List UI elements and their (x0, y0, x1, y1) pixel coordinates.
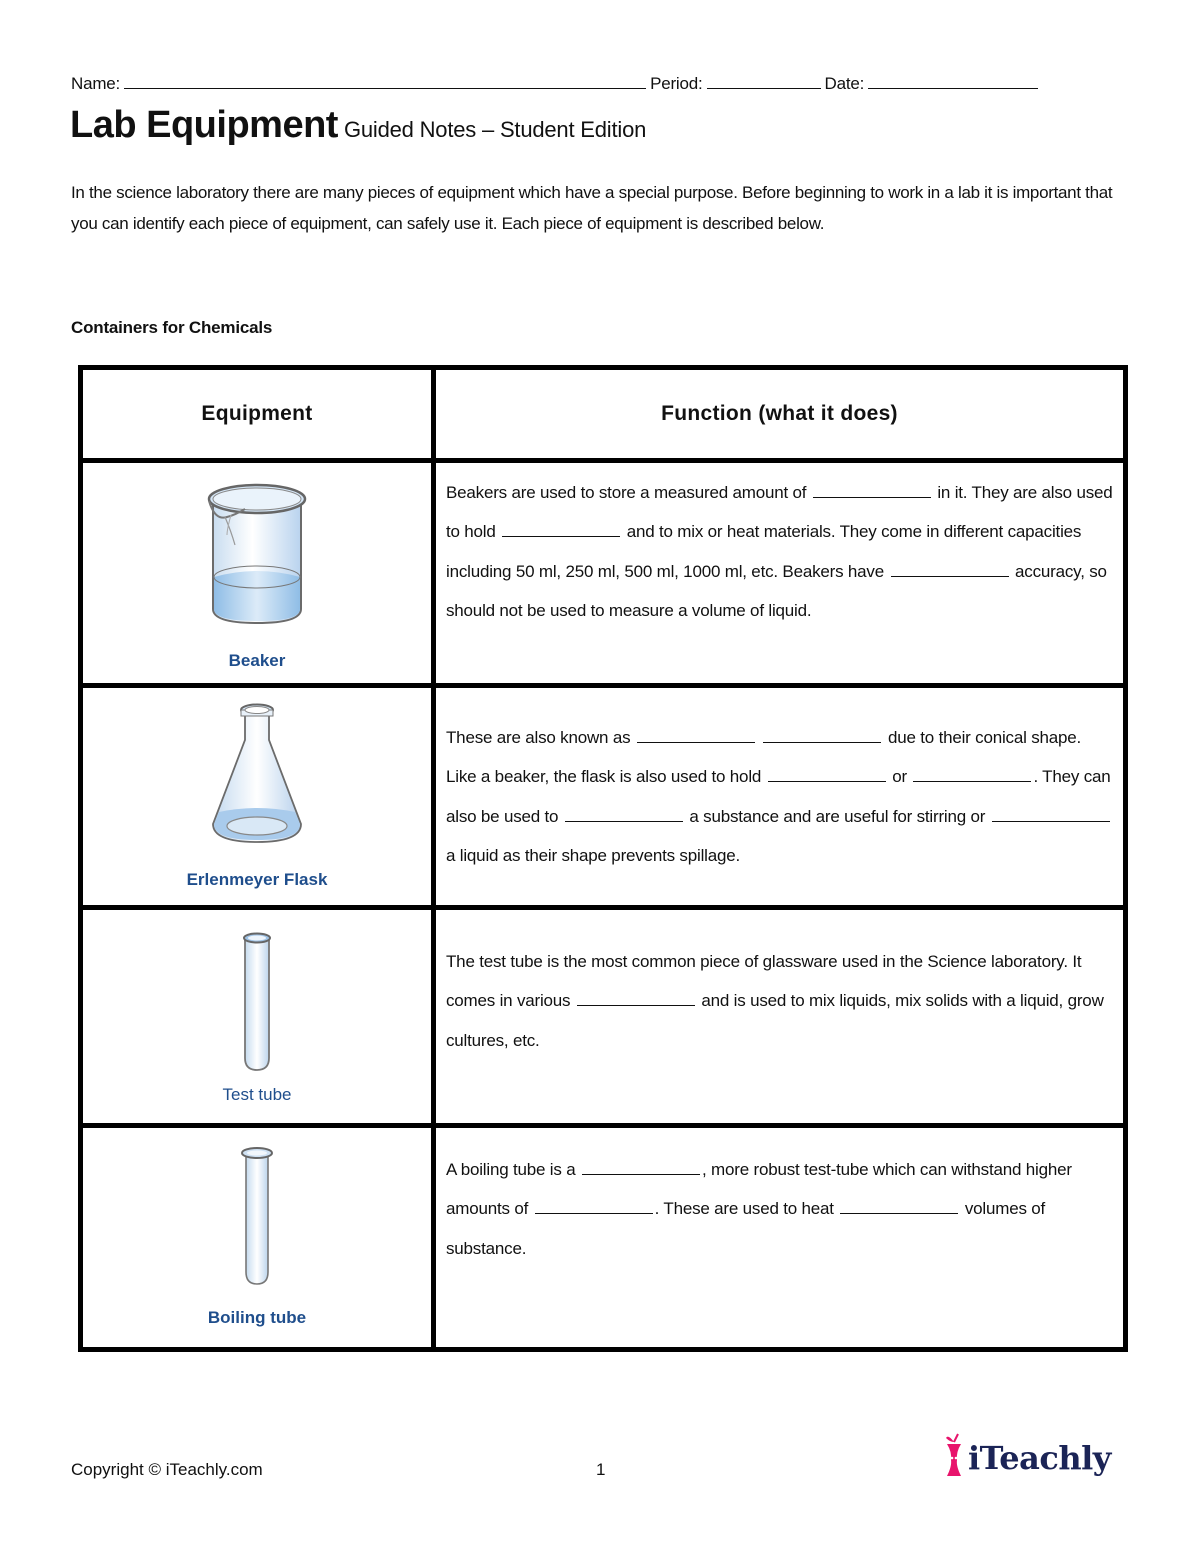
fill-in-blank[interactable] (577, 991, 695, 1006)
logo-text: iTeachly (968, 1438, 1111, 1477)
intro-paragraph: In the science laboratory there are many pieces of equipment which have a special purpose. Before beginning to work in a lab it is important that you can identify each piece of equipment, can safely use it. Each piece of equipment is described below. (71, 183, 1113, 233)
boiling-tube-icon (83, 1146, 431, 1286)
period-label: Period: (650, 74, 703, 93)
fill-in-blank[interactable] (913, 767, 1031, 782)
iteachly-logo (944, 1432, 1111, 1483)
fill-in-blank[interactable] (637, 728, 755, 743)
date-field[interactable] (868, 74, 1038, 89)
date-label: Date: (824, 74, 865, 93)
equipment-table (78, 365, 1128, 1352)
column-header-function: Function (what it does) (434, 368, 1126, 461)
equipment-cell (81, 461, 434, 686)
fill-in-blank[interactable] (992, 807, 1110, 822)
function-cell: A boiling tube is a , more robust test-tube which can withstand higher amounts of . These are used to heat volumes of substance. (434, 1126, 1126, 1350)
equipment-label: Test tube (222, 1085, 292, 1104)
page-title (70, 104, 646, 147)
function-cell: Beakers are used to store a measured amount of in it. They are also used to hold and to mix or heat materials. They come in different capacities including 50 ml, 250 ml, 500 ml, 1000 ml, etc. Beakers have accuracy, so should not be used to measure a volume of liquid. (434, 461, 1126, 686)
fill-in-blank[interactable] (891, 562, 1009, 577)
page-number: 1 (596, 1460, 606, 1479)
apple-core-icon (944, 1432, 964, 1483)
fill-in-blank[interactable] (763, 728, 881, 743)
fill-in-blank[interactable] (768, 767, 886, 782)
period-field[interactable] (707, 74, 821, 89)
table-header-row (81, 368, 1126, 461)
equipment-label: Erlenmeyer Flask (186, 870, 328, 889)
equipment-cell (81, 686, 434, 908)
beaker-icon (83, 481, 431, 629)
copyright-text: Copyright © iTeachly.com (71, 1460, 263, 1479)
name-label: Name: (71, 74, 121, 93)
name-field[interactable] (124, 74, 646, 89)
function-cell: These are also known as due to their conical shape. Like a beaker, the flask is also used to hold or . They can also be used to a substance and are useful for stirring or a liquid as their shape prevents spillage. (434, 686, 1126, 908)
title-subtitle: Guided Notes – Student Edition (343, 117, 647, 142)
fill-in-blank[interactable] (535, 1199, 653, 1214)
student-info-line (71, 74, 1042, 94)
title-main: Lab Equipment (70, 104, 338, 146)
erlenmeyer-flask-icon (83, 700, 431, 848)
table-row (81, 908, 1126, 1126)
fill-in-blank[interactable] (502, 522, 620, 537)
fill-in-blank[interactable] (565, 807, 683, 822)
test-tube-icon (83, 930, 431, 1072)
table-row (81, 686, 1126, 908)
equipment-label: Boiling tube (207, 1308, 307, 1327)
table-row (81, 1126, 1126, 1350)
column-header-equipment: Equipment (81, 368, 434, 461)
fill-in-blank[interactable] (840, 1199, 958, 1214)
section-heading: Containers for Chemicals (71, 318, 273, 337)
function-cell: The test tube is the most common piece of glassware used in the Science laboratory. It comes in various and is used to mix liquids, mix solids with a liquid, grow cultures, etc. (434, 908, 1126, 1126)
fill-in-blank[interactable] (813, 483, 931, 498)
fill-in-blank[interactable] (582, 1160, 700, 1175)
equipment-label: Beaker (228, 651, 286, 670)
table-row (81, 461, 1126, 686)
equipment-cell (81, 1126, 434, 1350)
equipment-cell (81, 908, 434, 1126)
